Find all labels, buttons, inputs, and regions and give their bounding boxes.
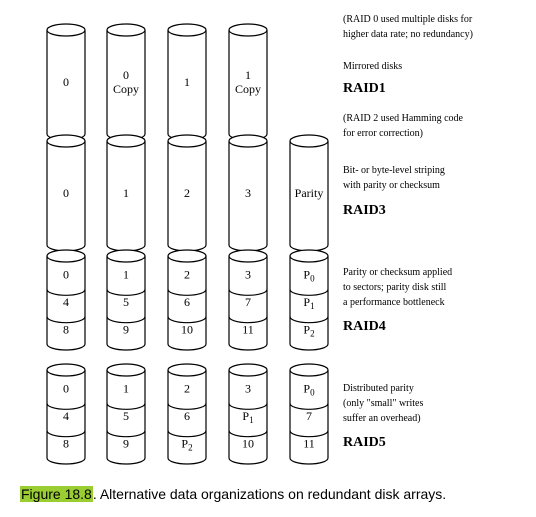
raid5-note: (only "small" writes bbox=[343, 398, 424, 409]
stripe-label: $P_0$ bbox=[303, 381, 315, 398]
disk bbox=[47, 24, 85, 140]
raid2-note: (RAID 2 used Hamming code bbox=[343, 113, 463, 124]
disk-label: 3 bbox=[245, 186, 251, 200]
raid3-subnote: with parity or checksum bbox=[343, 180, 440, 191]
disk-label: 1 bbox=[123, 186, 129, 200]
stripe-label: 1 bbox=[123, 267, 129, 282]
stripe-label: 2 bbox=[184, 267, 190, 282]
stripe-label: 2 bbox=[184, 381, 190, 396]
raid5-note: suffer an overhead) bbox=[343, 413, 421, 424]
disk-label: 0 bbox=[63, 75, 69, 89]
raid0-note: higher data rate; no redundancy) bbox=[343, 29, 473, 40]
disk bbox=[229, 250, 267, 350]
raid1-title: RAID1 bbox=[343, 81, 386, 96]
raid4-note: a performance bottleneck bbox=[343, 297, 445, 308]
stripe-label: 4 bbox=[63, 295, 69, 309]
raid5-title: RAID5 bbox=[343, 435, 386, 450]
raid-row-raid4 bbox=[47, 250, 328, 350]
disk bbox=[229, 364, 267, 464]
disk bbox=[168, 24, 206, 140]
description-texts bbox=[343, 14, 473, 450]
raid5-note: Distributed parity bbox=[343, 383, 414, 394]
stripe-label: 4 bbox=[63, 409, 69, 423]
figure-caption-text: . Alternative data organizations on redundant disk arrays. bbox=[92, 486, 447, 502]
raid-row-raid3 bbox=[47, 135, 328, 251]
stripe-label: $P_1$ bbox=[303, 295, 315, 311]
stripe-label: 9 bbox=[123, 322, 129, 337]
disk bbox=[290, 250, 328, 350]
disk-label: Copy bbox=[234, 82, 262, 96]
stripe-label: 8 bbox=[63, 436, 69, 451]
raid-row-raid1 bbox=[47, 24, 267, 140]
raid-row-raid5 bbox=[47, 364, 328, 464]
raid3-title: RAID3 bbox=[343, 203, 386, 218]
raid4-note: Parity or checksum applied bbox=[343, 267, 453, 278]
stripe-label: 3 bbox=[245, 381, 251, 396]
disk bbox=[290, 135, 328, 251]
disk bbox=[168, 364, 206, 464]
stripe-label: 6 bbox=[184, 295, 190, 309]
disk bbox=[107, 24, 145, 140]
raid3-subnote: Bit- or byte-level striping bbox=[343, 165, 445, 176]
raid1-subnote: Mirrored disks bbox=[343, 61, 403, 72]
stripe-label: 7 bbox=[306, 409, 312, 423]
raid4-title: RAID4 bbox=[343, 319, 386, 334]
raid4-note: to sectors; parity disk still bbox=[343, 282, 447, 293]
stripe-label: 5 bbox=[123, 409, 129, 423]
disk-arrays bbox=[47, 24, 328, 464]
disk bbox=[168, 250, 206, 350]
stripe-label: $P_0$ bbox=[303, 267, 315, 284]
stripe-label: 9 bbox=[123, 436, 129, 451]
stripe-label: 0 bbox=[63, 381, 69, 396]
disk-label: Copy bbox=[112, 82, 140, 96]
stripe-label: 10 bbox=[181, 322, 193, 337]
stripe-label: 8 bbox=[63, 322, 69, 337]
disk bbox=[47, 250, 85, 350]
stripe-label: $P_1$ bbox=[242, 409, 254, 425]
disk-label: 0 bbox=[63, 186, 69, 200]
stripe-label: 1 bbox=[123, 381, 129, 396]
figure-caption bbox=[20, 486, 446, 502]
disk-label: 1 bbox=[184, 75, 190, 89]
disk bbox=[290, 364, 328, 464]
disk-label: 1 bbox=[245, 68, 251, 82]
disk-label: Parity bbox=[294, 186, 324, 200]
disk-label: 2 bbox=[184, 186, 190, 200]
disk bbox=[107, 364, 145, 464]
stripe-label: 11 bbox=[303, 436, 315, 451]
disk bbox=[47, 135, 85, 251]
stripe-label: 11 bbox=[242, 322, 254, 337]
stripe-label: $P_2$ bbox=[181, 436, 193, 453]
disk bbox=[168, 135, 206, 251]
stripe-label: $P_2$ bbox=[303, 322, 315, 339]
figure-caption-label: Figure 18.8 bbox=[21, 486, 92, 502]
disk-label: 0 bbox=[123, 68, 129, 82]
stripe-label: 5 bbox=[123, 295, 129, 309]
stripe-label: 0 bbox=[63, 267, 69, 282]
disk bbox=[229, 135, 267, 251]
raid0-note: (RAID 0 used multiple disks for bbox=[343, 14, 473, 25]
disk bbox=[229, 24, 267, 140]
disk bbox=[107, 250, 145, 350]
stripe-label: 7 bbox=[245, 295, 251, 309]
stripe-label: 10 bbox=[242, 436, 254, 451]
disk bbox=[47, 364, 85, 464]
stripe-label: 3 bbox=[245, 267, 251, 282]
raid2-note: for error correction) bbox=[343, 128, 423, 139]
stripe-label: 6 bbox=[184, 409, 190, 423]
disk bbox=[107, 135, 145, 251]
